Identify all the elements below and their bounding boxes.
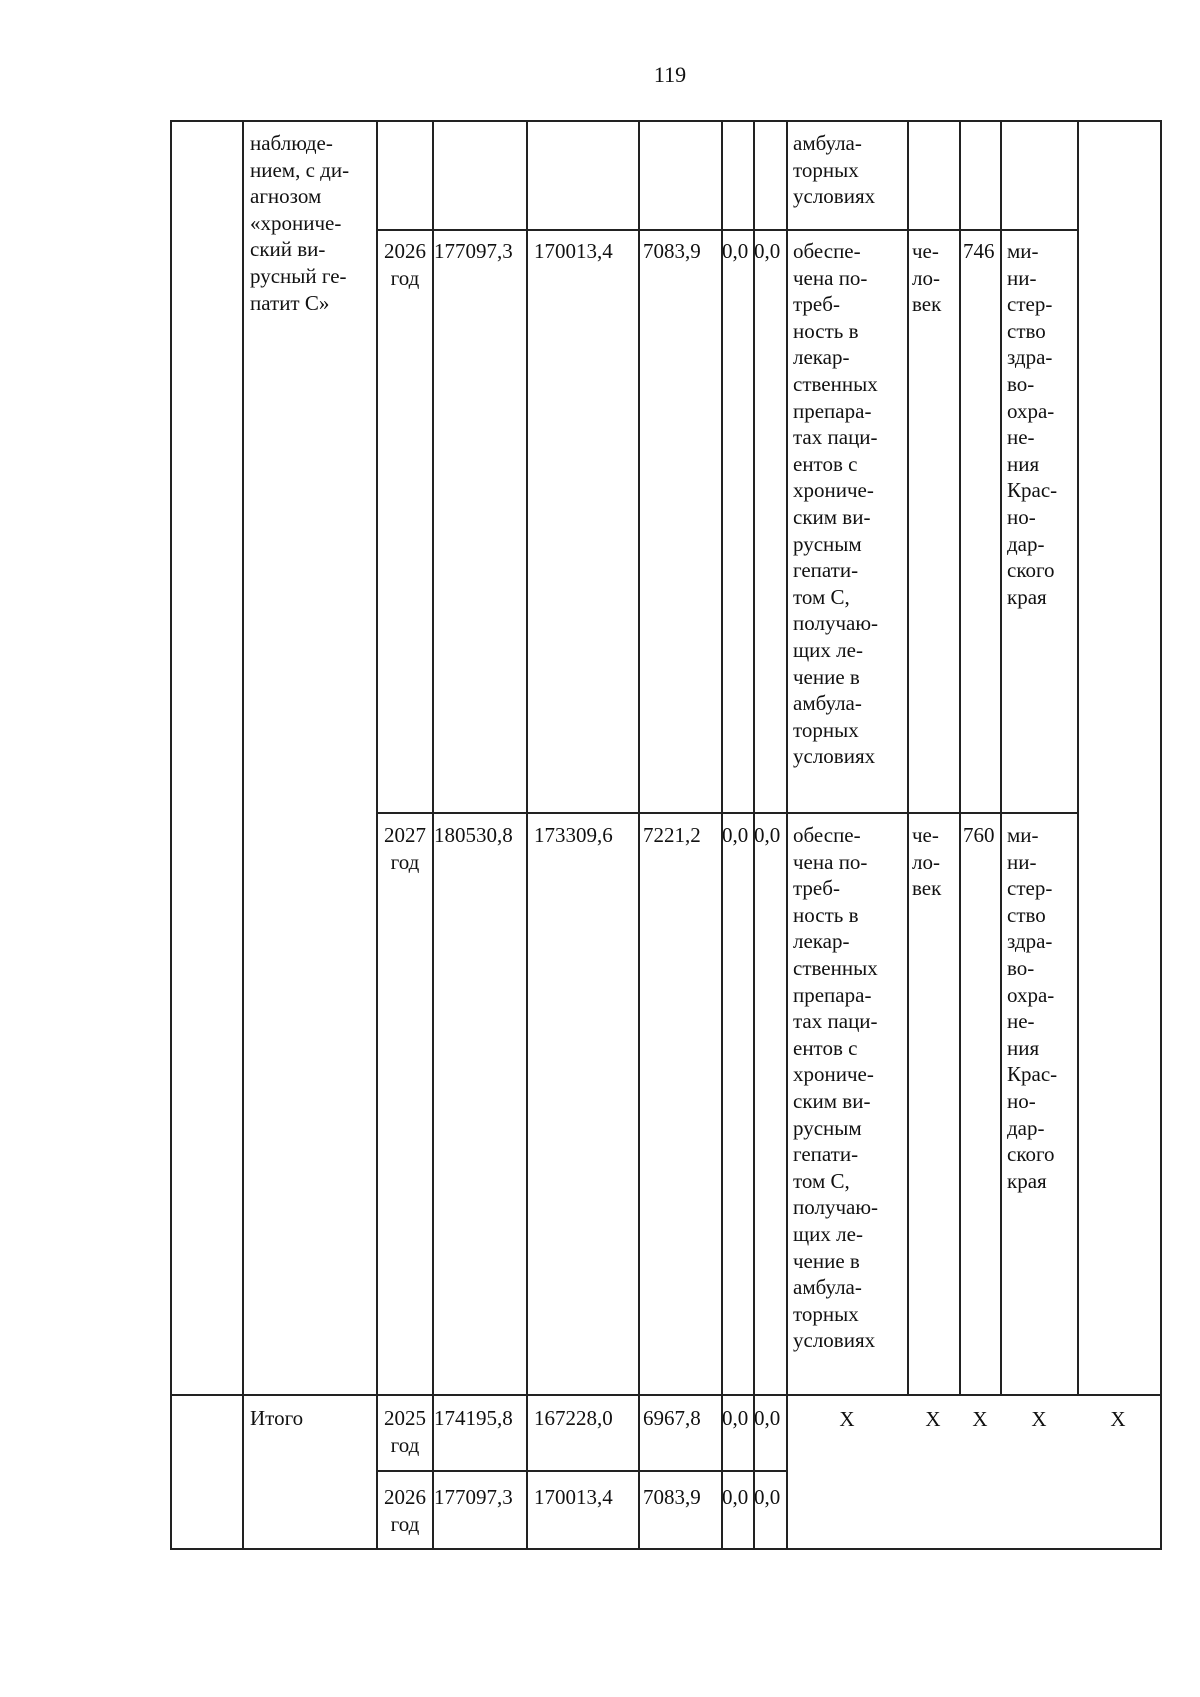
table-top-border [170,120,1161,122]
total-cell: 177097,3 [434,1485,513,1509]
col-divider-9 [907,120,909,1396]
year-cell: 2027 год [384,823,426,874]
col-divider-5 [638,120,640,1550]
total-cell: 174195,8 [434,1406,513,1430]
total-label: Итого [250,1406,304,1430]
table-bottom-border [170,1548,1161,1550]
local-cell: 0,0 [722,823,749,847]
regional-cell: 167228,0 [534,1406,613,1430]
extra-cell: 0,0 [754,239,781,263]
col-divider-11 [1000,120,1002,1396]
col-divider-12 [1077,120,1079,1396]
extra-cell: 0,0 [754,1485,781,1509]
local-cell: 0,0 [722,1406,749,1430]
x-mark: X [1031,1407,1047,1431]
year-cell: 2025 год [384,1406,426,1457]
regional-cell: 170013,4 [534,1485,613,1509]
x-mark: X [925,1407,941,1431]
regional-cell: 173309,6 [534,823,613,847]
federal-cell: 6967,8 [643,1406,701,1430]
value-cell: 746 [963,239,995,263]
x-mark: X [839,1407,855,1431]
x-mark: X [1110,1407,1126,1431]
executor-cell: ми- ни- стер- ство здра- во- охра- не- ния Крас- но- дар- ского края [1007,239,1058,609]
event-name-cell: наблюде- нием, с ди- агнозом «хрониче- ский ви- русный ге- патит С» [250,131,350,315]
row-divider-2027 [376,812,1079,814]
year-cell: 2026 год [384,239,426,290]
year-cell: 2026 год [384,1485,426,1536]
federal-cell: 7221,2 [643,823,701,847]
federal-cell: 7083,9 [643,1485,701,1509]
col-divider-1 [242,120,244,1550]
federal-cell: 7083,9 [643,239,701,263]
total-top-border [170,1394,1161,1396]
regional-cell: 170013,4 [534,239,613,263]
result-cell: обеспе- чена по- треб- ность в лекар- ственных препара- тах паци- ентов с хрониче- ским ви- русным гепати- том С, получаю- щих ле- чение в амбула- торных условиях [793,823,879,1353]
table-left-border [170,120,172,1550]
x-mark: X [972,1407,988,1431]
unit-cell: че- ло- век [912,823,942,901]
col-divider-10 [959,120,961,1396]
local-cell: 0,0 [722,1485,749,1509]
extra-cell: 0,0 [754,1406,781,1430]
value-cell: 760 [963,823,995,847]
total-row-divider [376,1470,787,1472]
local-cell: 0,0 [722,239,749,263]
table-right-border [1160,120,1162,1550]
total-cell: 177097,3 [434,239,513,263]
col-divider-8 [786,120,788,1550]
executor-cell: ми- ни- стер- ство здра- во- охра- не- ния Крас- но- дар- ского края [1007,823,1058,1193]
extra-cell: 0,0 [754,823,781,847]
row-divider-2026 [376,229,1079,231]
result-cell: обеспе- чена по- треб- ность в лекар- ственных препара- тах паци- ентов с хрониче- ским ви- русным гепати- том С, получаю- щих ле- чение в амбула- торных условиях [793,239,879,769]
page-number: 119 [653,62,687,87]
total-cell: 180530,8 [434,823,513,847]
result-tail-cell: амбула- торных условиях [793,131,876,209]
unit-cell: че- ло- век [912,239,942,317]
col-divider-4 [526,120,528,1550]
